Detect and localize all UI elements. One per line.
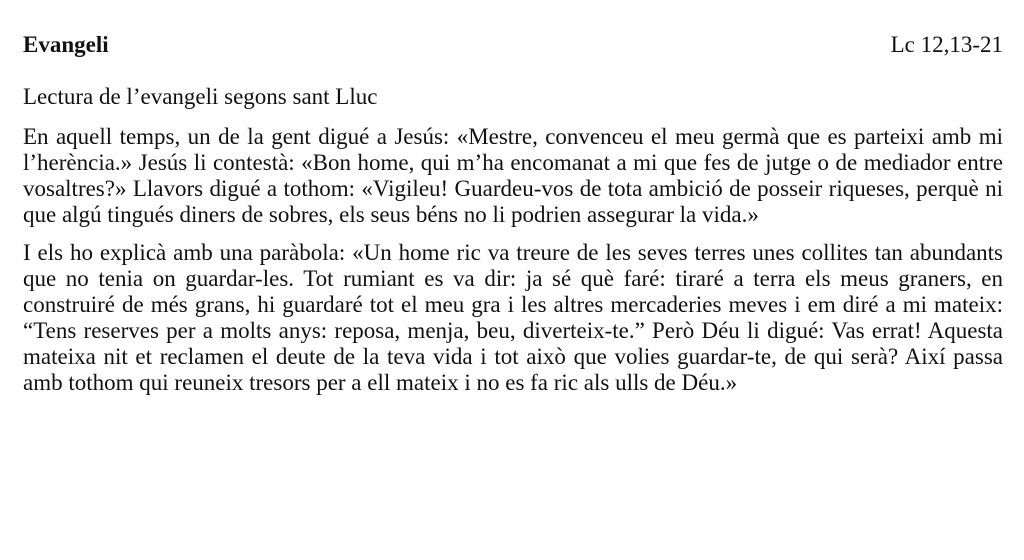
reading-title: Evangeli bbox=[23, 32, 109, 57]
document-page bbox=[23, 30, 1003, 396]
scripture-reference: Lc 12,13-21 bbox=[890, 32, 1003, 57]
paragraph: En aquell temps, un de la gent digué a Jesús: «Mestre, convenceu el meu germà que es parteixi amb mi l’herència.» Jesús li contestà: «Bon home, qui m’ha encomanat a mi que fes de jutge o de mediador entre vosaltres?» Llavors digué a tothom: «Vigileu! Guardeu-vos de tota ambició de posseir riqueses, perquè ni que algú tingués diners de sobres, els seus béns no li podrien assegurar la vida.» bbox=[23, 124, 1003, 227]
paragraph: I els ho explicà amb una paràbola: «Un home ric va treure de les seves terres unes collites tan abundants que no tenia on guardar-les. Tot rumiant es va dir: ja sé què faré: tiraré a terra els meus graners, en construiré de més grans, hi guardaré tot el meu gra i les altres mercaderies meves i em diré a mi mateix: “Tens reserves per a molts anys: reposa, menja, beu, diverteix-te.” Però Déu li digué: Vas errat! Aquesta mateixa nit et reclamen el deute de la teva vida i tot això que volies guardar-te, de qui serà? Així passa amb tothom qui reuneix tresors per a ell mateix i no es fa ric als ulls de Déu.» bbox=[23, 240, 1003, 395]
reading-header bbox=[23, 30, 1003, 60]
reading-intro: Lectura de l’evangeli segons sant Lluc bbox=[23, 84, 378, 109]
